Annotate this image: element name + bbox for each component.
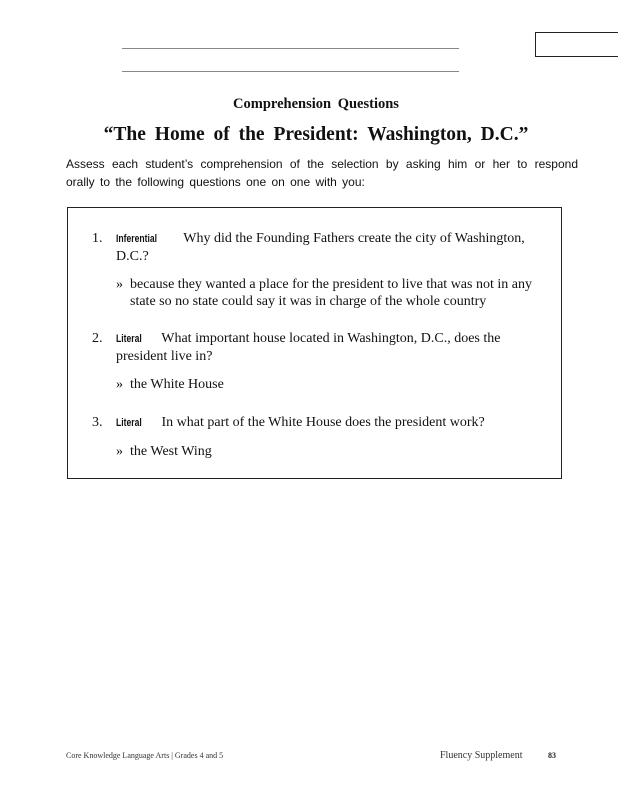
question-number: 2. <box>92 331 103 346</box>
question-text: Why did the Founding Fathers create the city of Washington, D.C.? <box>116 231 525 264</box>
answer-item <box>116 276 536 310</box>
page-number: 83 <box>548 751 556 760</box>
score-box <box>535 32 618 57</box>
question-type-label: Literal <box>116 333 142 345</box>
question-item <box>92 414 532 432</box>
answer-text: the White House <box>130 377 224 392</box>
answer-item <box>116 376 536 393</box>
answer-text: the West Wing <box>130 444 212 459</box>
name-line <box>122 48 459 49</box>
answer-bullet: » <box>116 444 123 459</box>
questions-box <box>67 207 562 479</box>
question-text: In what part of the White House does the president work? <box>161 415 485 430</box>
answer-bullet: » <box>116 277 123 292</box>
footer-title: Fluency Supplement <box>440 750 523 761</box>
answer-item <box>116 443 536 460</box>
question-item <box>92 330 532 365</box>
question-type-label: Inferential <box>116 233 158 245</box>
answer-text: because they wanted a place for the president to live that was not in any state so no state could say it was in charge of the whole country <box>130 277 532 309</box>
selection-title: “The Home of the President: Washington, D.C.” <box>103 124 529 145</box>
instructions-text: Assess each student’s comprehension of the selection by asking him or her to respond orally to the following questions one on one with you: <box>66 157 578 189</box>
question-number: 3. <box>92 415 103 430</box>
answer-bullet: » <box>116 377 123 392</box>
section-title: Comprehension Questions <box>233 96 399 112</box>
question-type-label: Literal <box>116 417 142 429</box>
question-text: What important house located in Washington, D.C., does the president live in? <box>116 331 501 364</box>
date-line <box>122 71 459 72</box>
footer-publisher: Core Knowledge Language Arts | Grades 4 and 5 <box>66 751 224 760</box>
question-number: 1. <box>92 231 103 246</box>
question-item <box>92 230 532 265</box>
